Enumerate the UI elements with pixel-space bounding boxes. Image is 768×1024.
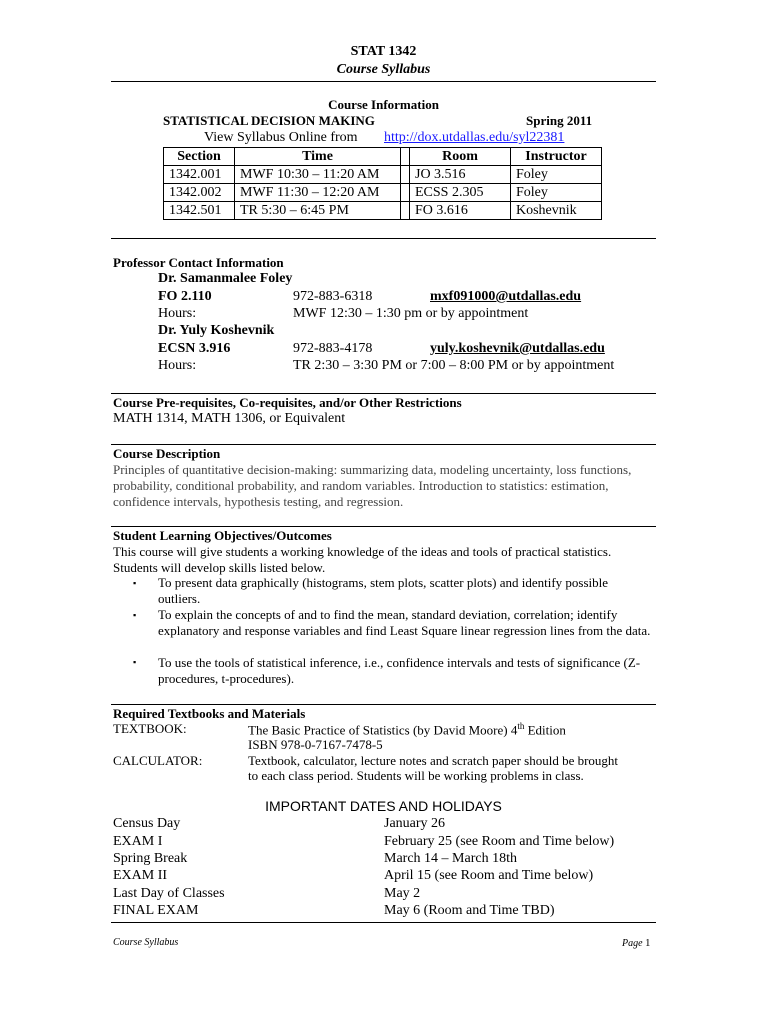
prof2-office: ECSN 3.916 xyxy=(158,341,231,356)
date-label: Spring Break xyxy=(113,851,188,866)
table-cell: JO 3.516 xyxy=(410,166,511,184)
textbook-line1: The Basic Practice of Statistics (by David Moore) 4th Edition xyxy=(248,721,566,738)
table-cell: Koshevnik xyxy=(511,202,602,220)
table-cell xyxy=(401,184,410,202)
course-name: STATISTICAL DECISION MAKING xyxy=(163,113,375,128)
prereq-heading: Course Pre-requisites, Co-requisites, and/or Other Restrictions xyxy=(113,395,462,410)
materials-heading: Required Textbooks and Materials xyxy=(113,706,306,721)
divider xyxy=(111,81,656,82)
col-header: Room xyxy=(410,148,511,166)
course-term: Spring 2011 xyxy=(526,113,593,128)
prof2-phone: 972-883-4178 xyxy=(293,341,373,356)
syllabus-link[interactable]: http://dox.utdallas.edu/syl22381 xyxy=(384,130,565,145)
prof1-hours: MWF 12:30 – 1:30 pm or by appointment xyxy=(293,306,529,321)
table-cell: MWF 11:30 – 12:20 AM xyxy=(235,184,401,202)
course-code: STAT 1342 xyxy=(350,44,417,59)
table-row xyxy=(164,184,602,202)
prof2-hours-label: Hours: xyxy=(158,358,197,373)
date-label: Census Day xyxy=(113,816,181,831)
divider xyxy=(111,526,656,527)
date-label: EXAM II xyxy=(113,868,168,883)
table-cell: TR 5:30 – 6:45 PM xyxy=(235,202,401,220)
col-header xyxy=(401,148,410,166)
date-label: Last Day of Classes xyxy=(113,886,225,901)
table-cell: Foley xyxy=(511,166,602,184)
footer-left: Course Syllabus xyxy=(113,937,179,948)
prof1-name: Dr. Samanmalee Foley xyxy=(158,271,293,286)
date-value: January 26 xyxy=(384,816,446,831)
calculator-label: CALCULATOR: xyxy=(113,753,203,768)
col-header: Time xyxy=(235,148,401,166)
online-label: View Syllabus Online from xyxy=(204,130,358,145)
table-header-row xyxy=(164,148,602,166)
doc-title: Course Syllabus xyxy=(336,62,431,77)
table-cell: 1342.501 xyxy=(164,202,235,220)
sections-table xyxy=(163,147,602,220)
table-cell: Foley xyxy=(511,184,602,202)
prof1-office: FO 2.110 xyxy=(158,289,212,304)
table-row xyxy=(164,202,602,220)
prof1-hours-label: Hours: xyxy=(158,306,197,321)
divider xyxy=(111,393,656,394)
description-heading: Course Description xyxy=(113,446,221,461)
prof2-email[interactable]: yuly.koshevnik@utdallas.edu xyxy=(430,341,605,356)
date-label: FINAL EXAM xyxy=(113,903,199,918)
calculator-line2: to each class period. Students will be working problems in class. xyxy=(248,768,584,783)
prof1-email[interactable]: mxf091000@utdallas.edu xyxy=(430,289,582,304)
table-cell: FO 3.616 xyxy=(410,202,511,220)
prereq-text: MATH 1314, MATH 1306, or Equivalent xyxy=(113,411,346,426)
contact-heading: Professor Contact Information xyxy=(113,255,284,270)
prof2-name: Dr. Yuly Koshevnik xyxy=(158,323,275,338)
textbook-label: TEXTBOOK: xyxy=(113,721,187,736)
table-cell: 1342.002 xyxy=(164,184,235,202)
table-row xyxy=(164,166,602,184)
objective-item: To use the tools of statistical inference, i.e., confidence intervals and tests of significance (Z-procedures, t-procedures). xyxy=(158,655,641,686)
col-header: Instructor xyxy=(511,148,602,166)
table-cell: ECSS 2.305 xyxy=(410,184,511,202)
divider xyxy=(111,922,656,923)
col-header: Section xyxy=(164,148,235,166)
table-cell xyxy=(401,166,410,184)
objectives-intro: This course will give students a working knowledge of the ideas and tools of practical statistics. Students will develop skills listed below. xyxy=(113,544,612,575)
page-number: Page 1 xyxy=(622,937,651,949)
bullet-icon: ▪ xyxy=(133,578,137,588)
dates-heading: IMPORTANT DATES AND HOLIDAYS xyxy=(265,798,502,814)
prof2-hours: TR 2:30 – 3:30 PM or 7:00 – 8:00 PM or by appointment xyxy=(293,358,615,373)
textbook-isbn: ISBN 978-0-7167-7478-5 xyxy=(248,737,383,752)
divider xyxy=(111,238,656,239)
date-label: EXAM I xyxy=(113,834,163,849)
course-info-heading: Course Information xyxy=(328,97,439,112)
description-text: Principles of quantitative decision-making: summarizing data, modeling uncertainty, loss functions, probability, conditional probability, and random variables. Introduction to statistics: estimation, confidence intervals, hypothesis testing, and regression. xyxy=(113,462,632,509)
date-value: May 2 xyxy=(384,886,421,901)
date-value: February 25 (see Room and Time below) xyxy=(384,834,615,849)
divider xyxy=(111,444,656,445)
objective-item: To explain the concepts of and to find the mean, standard deviation, correlation; identify explanatory and response variables and find Least Square linear regression lines from the data. xyxy=(158,607,651,638)
date-value: May 6 (Room and Time TBD) xyxy=(384,903,555,918)
table-cell xyxy=(401,202,410,220)
date-value: April 15 (see Room and Time below) xyxy=(384,868,594,883)
prof1-phone: 972-883-6318 xyxy=(293,289,373,304)
divider xyxy=(111,704,656,705)
table-cell: MWF 10:30 – 11:20 AM xyxy=(235,166,401,184)
bullet-icon: ▪ xyxy=(133,657,137,667)
calculator-line1: Textbook, calculator, lecture notes and scratch paper should be brought xyxy=(248,753,619,768)
objective-item: To present data graphically (histograms, stem plots, scatter plots) and identify possible outliers. xyxy=(158,575,609,606)
bullet-icon: ▪ xyxy=(133,610,137,620)
date-value: March 14 – March 18th xyxy=(384,851,517,866)
objectives-heading: Student Learning Objectives/Outcomes xyxy=(113,528,332,543)
table-cell: 1342.001 xyxy=(164,166,235,184)
